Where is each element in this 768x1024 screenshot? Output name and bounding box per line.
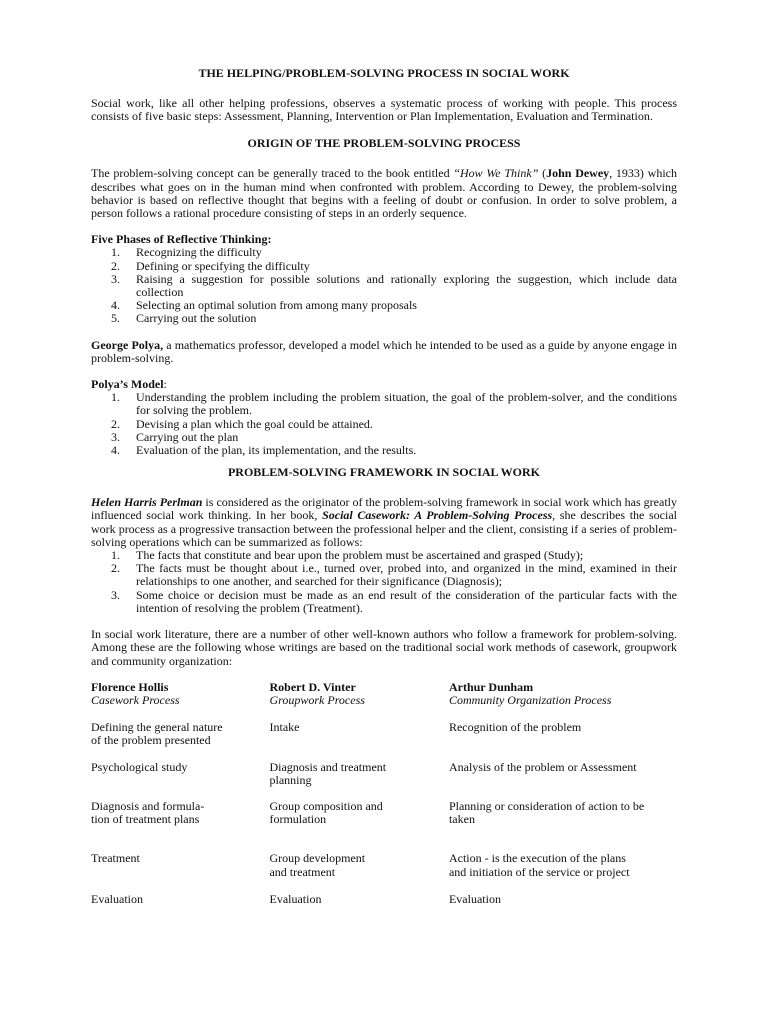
list-item: 2. The facts must be thought about i.e., turned over, probed into, and organized in the mind, examined in their relationships to one another, and searched for their significance (Diagnosis);: [111, 561, 677, 589]
table-row: [91, 852, 677, 878]
polya-text: a mathematics professor, developed a model which he intended to be used as a guide by anyone engage in problem-solving.: [91, 337, 677, 365]
process-comparison-table: [91, 681, 677, 906]
framework-heading: PROBLEM-SOLVING FRAMEWORK IN SOCIAL WORK: [227, 465, 541, 480]
table-row: [91, 721, 677, 747]
dewey-author: John Dewey: [546, 166, 610, 181]
dewey-text-3: , 1933) which describes what goes on in the human mind when confronted with problem. According to Dewey, the problem-solving behavior is based on reflective thought that begins with a feeling of doubt or confusion. In order to solve problem, a person follows a rational procedure consisting of steps in an orderly sequence.: [91, 166, 677, 221]
polya-name: George Polya,: [91, 337, 164, 352]
list-item: 3. Carrying out the plan: [111, 429, 239, 444]
list-item: 3. Some choice or decision must be made as an end result of the consideration of the particular facts with the intention of resolving the problem (Treatment).: [111, 587, 677, 615]
list-item: 1. Recognizing the difficulty: [111, 245, 262, 260]
table-cell: Evaluation: [91, 891, 143, 906]
polya-list: [91, 391, 677, 457]
table-cell: Diagnosis and treatment planning: [269, 759, 387, 787]
table-cell: Evaluation: [269, 891, 322, 906]
table-row: [91, 893, 677, 906]
list-item: 5. Carrying out the solution: [111, 311, 257, 326]
table-body: [91, 707, 677, 906]
table-cell: Recognition of the problem: [448, 720, 582, 735]
dewey-book-title: “How We Think”: [453, 166, 539, 181]
table-header-cell: Florence Hollis Casework Process: [91, 679, 180, 707]
table-cell: Evaluation: [448, 891, 501, 906]
table-cell: Treatment: [91, 851, 140, 866]
table-cell: Planning or consideration of action to be taken: [448, 798, 645, 827]
perlman-paragraph: Helen Harris Perlman is considered as the originator of the problem-solving framework in social work which has greatly influenced social work thinking. In her book, Social Casework: A Problem-Solving Process, she describes the social work process as a progressive transaction between the professional helper and the client, consisting if a series of problem-solving operations which can be summarized as follows:: [91, 495, 678, 549]
document-title: THE HELPING/PROBLEM-SOLVING PROCESS IN SOCIAL WORK: [198, 66, 570, 80]
table-header-row: [91, 681, 677, 707]
phases-list: [91, 246, 677, 325]
intro-paragraph: Social work, like all other helping professions, observes a systematic process of working with people. This process consists of five basic steps: Assessment, Planning, Intervention or Plan Implementation, Evaluation and Termination.: [91, 96, 677, 124]
table-cell: Action - is the execution of the plans and initiation of the service or project: [448, 851, 630, 879]
table-row: [91, 800, 677, 826]
perlman-name: Helen Harris Perlman: [91, 495, 203, 510]
list-item: 3. Raising a suggestion for possible solutions and rationally exploring the suggestion, which include data collection: [111, 271, 677, 300]
list-item: 2. Devising a plan which the goal could be attained.: [111, 416, 373, 431]
table-header-cell: Arthur Dunham Community Organization Process: [448, 679, 612, 707]
list-item: 1. The facts that constitute and bear upon the problem must be ascertained and grasped (Study);: [111, 548, 584, 563]
dewey-paragraph: [91, 167, 677, 220]
table-cell: Intake: [269, 720, 300, 735]
literature-paragraph: In social work literature, there are a number of other well-known authors who follow a framework for problem-solving. Among these are the following whose writings are based on the traditional social work methods of casework, groupwork and community organization:: [91, 627, 677, 668]
dewey-text-1: The problem-solving concept can be generally traced to the book entitled: [91, 166, 454, 181]
table-cell: Diagnosis and formula- tion of treatment plans: [91, 798, 205, 827]
perlman-book-title: Social Casework: A Problem-Solving Process: [322, 508, 553, 523]
polya-paragraph: [91, 339, 677, 365]
list-item: 4. Evaluation of the plan, its implementation, and the results.: [111, 443, 417, 458]
table-header-cell: Robert D. Vinter Groupwork Process: [269, 679, 365, 707]
list-item: 1. Understanding the problem including the problem situation, the goal of the problem-solver, and the conditions for solving the problem.: [111, 390, 677, 418]
table-cell: Analysis of the problem or Assessment: [448, 759, 637, 774]
table-row: [91, 761, 677, 787]
list-item: 2. Defining or specifying the difficulty: [111, 258, 310, 273]
perlman-steps-list: [91, 549, 677, 615]
origin-heading: ORIGIN OF THE PROBLEM-SOLVING PROCESS: [247, 136, 521, 151]
dewey-text-2: (: [538, 166, 547, 181]
table-cell: Psychological study: [91, 759, 188, 774]
table-cell: Group development and treatment: [269, 851, 366, 879]
list-item: 4. Selecting an optimal solution from among many proposals: [111, 298, 417, 313]
table-cell: Group composition and formulation: [269, 798, 383, 827]
phases-heading: Five Phases of Reflective Thinking:: [91, 232, 272, 247]
table-cell: Defining the general nature of the problem presented: [91, 720, 223, 748]
polya-heading: Polya’s Model:: [91, 377, 167, 392]
